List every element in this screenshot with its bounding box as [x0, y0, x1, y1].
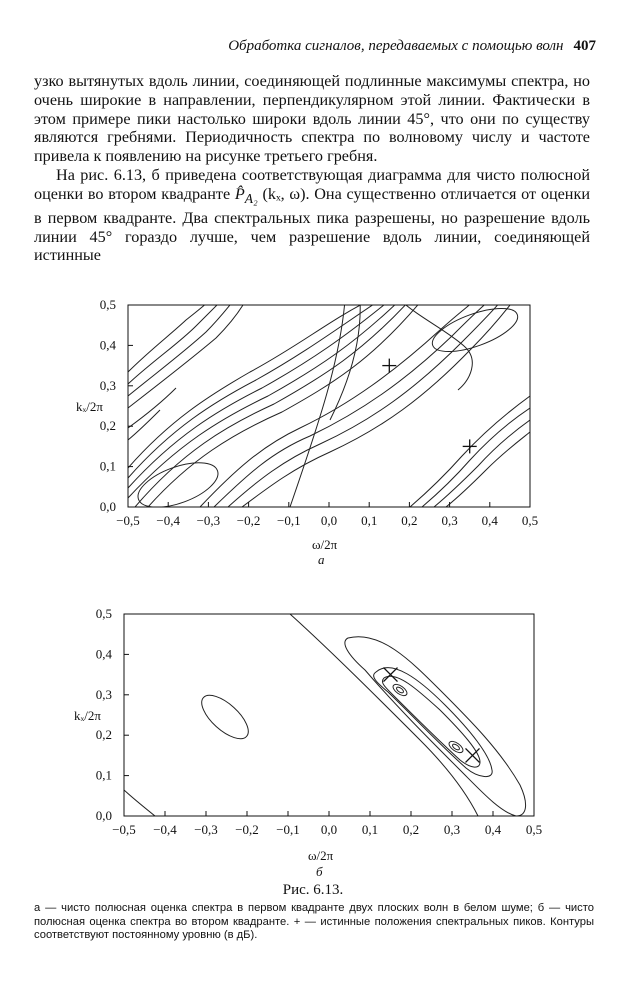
x-tick-label: 0,1 — [361, 822, 379, 837]
y-tick-label: 0,1 — [95, 767, 112, 783]
y-tick-label: 0,3 — [95, 686, 112, 702]
x-tick-label: 0,4 — [481, 513, 498, 528]
x-tick-label: −0,5 — [112, 822, 136, 837]
x-tick-label: −0,2 — [236, 513, 261, 528]
paragraph-2-start: На рис. 6.13, б приведена соответствующая диаграмма для чисто полюсной оценки во втором квадранте — [34, 165, 590, 203]
y-tick-label: 0,0 — [95, 808, 112, 823]
plot-a-sublabel: а — [318, 552, 325, 567]
contour-line — [128, 300, 234, 396]
x-tick-label: 0,4 — [484, 822, 502, 837]
y-tick-label: 0,1 — [99, 458, 116, 474]
plot-a-frame — [128, 305, 530, 507]
estimator-symbol: P̂ — [234, 184, 245, 203]
running-header — [0, 38, 596, 55]
plot-a-ylabel: kₓ/2π — [76, 399, 103, 414]
x-tick-label: −0,2 — [235, 822, 259, 837]
x-tick-label: −0,1 — [277, 513, 301, 528]
x-tick-label: 0,5 — [521, 513, 539, 528]
true-peak-marker — [463, 439, 477, 453]
y-tick-label: 0,3 — [99, 377, 116, 393]
body-text — [34, 72, 590, 265]
x-tick-label: 0,3 — [443, 822, 461, 837]
x-tick-label: −0,3 — [194, 822, 218, 837]
y-tick-label: 0,4 — [99, 337, 116, 353]
contour-line — [214, 300, 490, 507]
paragraph-1: узко вытянутых вдоль линии, соединяющей подлинные максимумы спектра, но очень широкие в направлении, перпендикулярном этой линии. Фактически в этом примере пики настолько широки вдоль линии 45°, что они по существу являются гребнями. Периодичность спектра по волновому числу и частоте привела к появлению на рисунке третьего гребня. — [34, 72, 590, 166]
y-tick-label: 0,5 — [95, 606, 112, 621]
x-tick-label: 0,1 — [361, 513, 378, 528]
page-number: 407 — [573, 38, 596, 54]
x-tick-label: 0,3 — [441, 513, 458, 528]
x-tick-label: 0,0 — [320, 822, 338, 837]
y-tick-label: 0,4 — [95, 646, 112, 662]
contour-line — [128, 300, 246, 408]
plot-b-xlabel: ω/2π — [308, 848, 334, 863]
y-tick-label: 0,0 — [99, 499, 116, 514]
x-tick-label: −0,4 — [153, 822, 177, 837]
x-tick-label: 0,2 — [402, 822, 420, 837]
estimator-subscript: A₂ — [244, 191, 258, 207]
contour-line — [330, 300, 360, 420]
contour-plot-b — [0, 604, 626, 884]
figure-legend: а — чисто полюсная оценка спектра в первом квадранте двух плоских волн в белом шуме; б — чисто полюсная оценка спектра во втором квадранте. + — истинные положения спектральных пиков. Контуры соответствуют постоянному уровню (в дБ). — [34, 902, 594, 942]
x-tick-label: 0,2 — [401, 513, 418, 528]
true-peak-marker — [384, 668, 398, 682]
plot-a-contours — [128, 300, 530, 517]
contour-line — [374, 668, 493, 777]
plot-b-sublabel: б — [316, 864, 323, 879]
x-tick-label: 0,5 — [525, 822, 543, 837]
y-tick-label: 0,5 — [99, 297, 116, 312]
true-peak-marker — [466, 748, 480, 762]
figure-caption: Рис. 6.13. — [282, 882, 344, 898]
contour-line — [345, 637, 526, 816]
x-tick-label: −0,4 — [156, 513, 180, 528]
contour-line — [434, 420, 530, 507]
y-tick-label: 0,2 — [99, 418, 116, 434]
plot-b-ylabel: kₓ/2π — [74, 708, 101, 723]
contour-line — [128, 388, 176, 428]
contour-line — [446, 432, 530, 507]
x-tick-label: −0,3 — [196, 513, 221, 528]
plot-b-contours — [124, 614, 526, 816]
y-tick-label: 0,2 — [95, 727, 112, 743]
contour-line — [290, 614, 478, 816]
x-tick-label: 0,0 — [320, 513, 338, 528]
running-title: Обработка сигналов, передаваемых с помощью волн — [228, 38, 564, 54]
plot-b-frame — [124, 614, 534, 816]
plot-a-xlabel: ω/2π — [312, 537, 338, 552]
paragraph-2-end: (kₓ, ω). Она существенно отличается от оценки в первом квадранте. Два спектральных пика разрешены, но разрешение вдоль линии 45° гораздо лучше, чем разрешение вдоль линии, соединяющей истинные — [34, 184, 590, 265]
contour-plot-a — [0, 296, 626, 576]
contour-loop — [195, 688, 255, 746]
true-peak-marker — [382, 359, 396, 373]
contour-line — [128, 300, 210, 372]
x-tick-label: −0,5 — [116, 513, 140, 528]
paragraph-2 — [34, 166, 590, 265]
contour-line — [124, 790, 155, 816]
contour-loop — [427, 300, 523, 361]
contour-line — [422, 408, 530, 507]
x-tick-label: −0,1 — [276, 822, 300, 837]
